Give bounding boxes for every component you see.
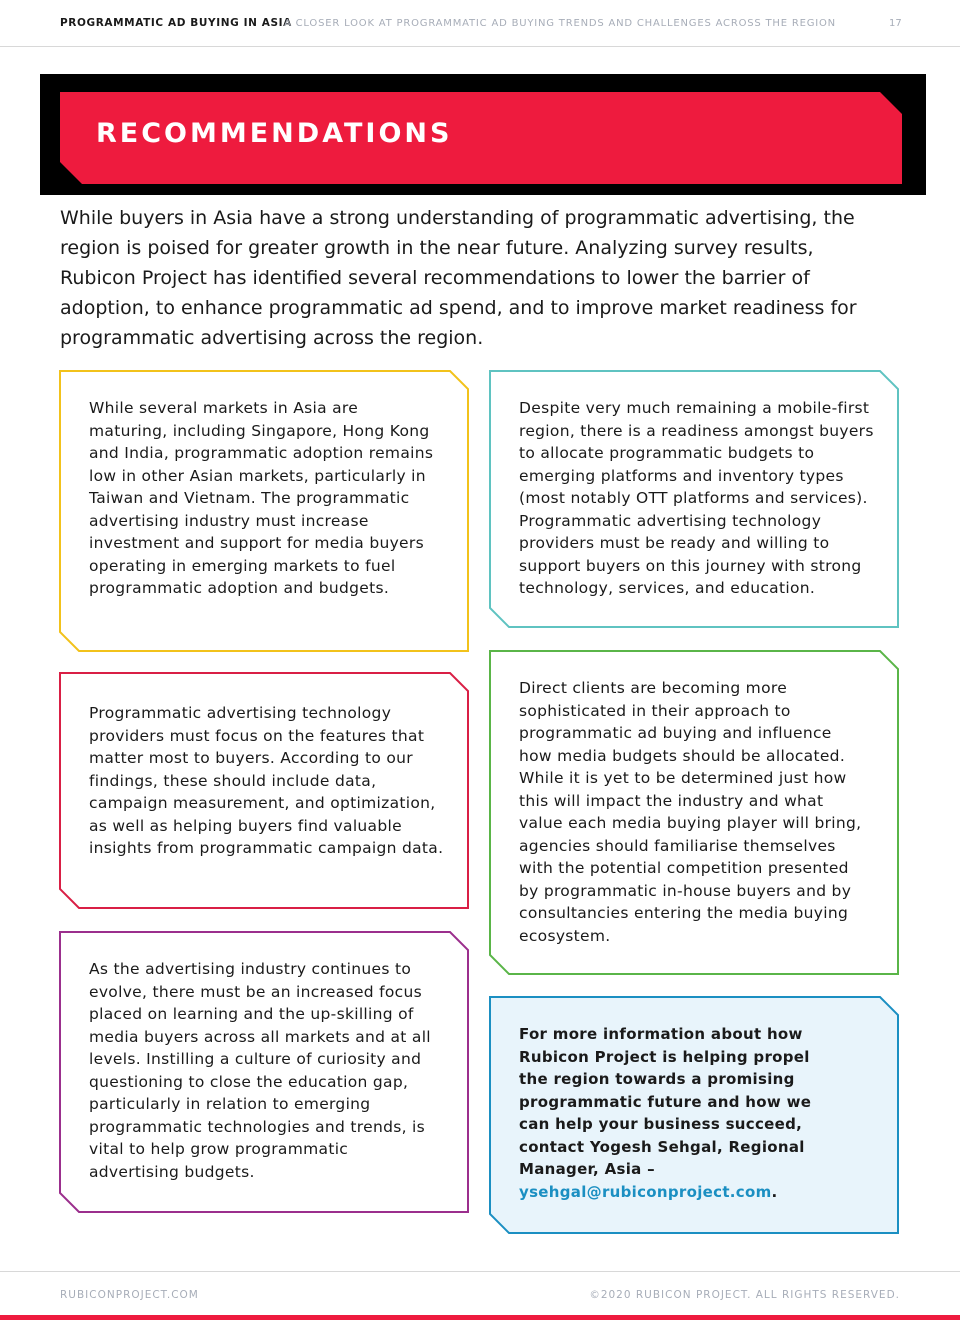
card-3-text: Programmatic advertising technology providers must focus on the features that matter most to buyers. According to our findings, these should include data, campaign measurement, and optimization, as well as helping buyers find valuable insights from programmatic campaign data. (89, 704, 444, 857)
page-footer (0, 1271, 960, 1321)
card-2-text: Despite very much remaining a mobile-first region, there is a readiness amongst buyers to allocate programmatic budgets to emerging platforms and inventory types (most notably OTT platforms and services). Programmatic advertising technology providers must be ready and willing to support buyers on this journey with strong technology, services, and education. (519, 399, 874, 597)
contact-period: . (771, 1182, 778, 1201)
recommendation-card-1 (59, 370, 470, 653)
contact-message: For more information about how Rubicon Project is helping propel the region towards a promising programmatic future and how we can help your business succeed, contact Yogesh Sehgal, Regional Manager, Asia – (519, 1025, 812, 1178)
footer-copyright: ©2020 RUBICON PROJECT. ALL RIGHTS RESERVED. (589, 1289, 900, 1301)
recommendation-card-5 (59, 931, 470, 1214)
card-5-text: As the advertising industry continues to evolve, there must be an increased focus placed on learning and the up-skilling of media buyers across all markets and at all levels. Instilling a culture of curiosity and questioning to close the education gap, particularly in relation to emerging programmatic technologies and trends, is vital to help grow programmatic advertising budgets. (89, 960, 431, 1181)
section-title: RECOMMENDATIONS (96, 118, 453, 149)
recommendation-card-3 (59, 672, 470, 910)
intro-paragraph: While buyers in Asia have a strong understanding of programmatic advertising, the region is poised for greater growth in the near future. Analyzing survey results, Rubicon Project has identified several recommendations to lower the barrier of adoption, to enhance programmatic ad spend, and to improve market readiness for programmatic advertising across the region. (60, 207, 857, 349)
footer-website: RUBICONPROJECT.COM (60, 1289, 199, 1301)
card-4-text: Direct clients are becoming more sophisticated in their approach to programmatic ad buying and influence how media budgets should be allocated. While it is yet to be determined just how this will impact the industry and what value each media buying player will bring, agencies should familiarise themselves with the potential competition presented by programmatic in-house buyers and by consultancies entering the media buying ecosystem. (519, 679, 862, 945)
contact-text (519, 1023, 839, 1203)
card-1-text: While several markets in Asia are maturing, including Singapore, Hong Kong and India, programmatic adoption remains low in other Asian markets, particularly in Taiwan and Vietnam. The programmatic advertising industry must increase investment and support for media buyers operating in emerging markets to fuel programmatic adoption and budgets. (89, 399, 434, 597)
recommendation-card-2 (489, 370, 900, 629)
header-subtitle: A CLOSER LOOK AT PROGRAMMATIC AD BUYING TRENDS AND CHALLENGES ACROSS THE REGION (284, 18, 836, 29)
page-number: 17 (889, 18, 902, 29)
recommendation-card-4 (489, 650, 900, 976)
contact-email-link[interactable]: ysehgal@rubiconproject.com (519, 1182, 772, 1201)
header-title: PROGRAMMATIC AD BUYING IN ASIA (60, 17, 292, 29)
contact-card (489, 996, 900, 1235)
bottom-accent-bar (0, 1315, 960, 1320)
page-header (0, 0, 960, 47)
